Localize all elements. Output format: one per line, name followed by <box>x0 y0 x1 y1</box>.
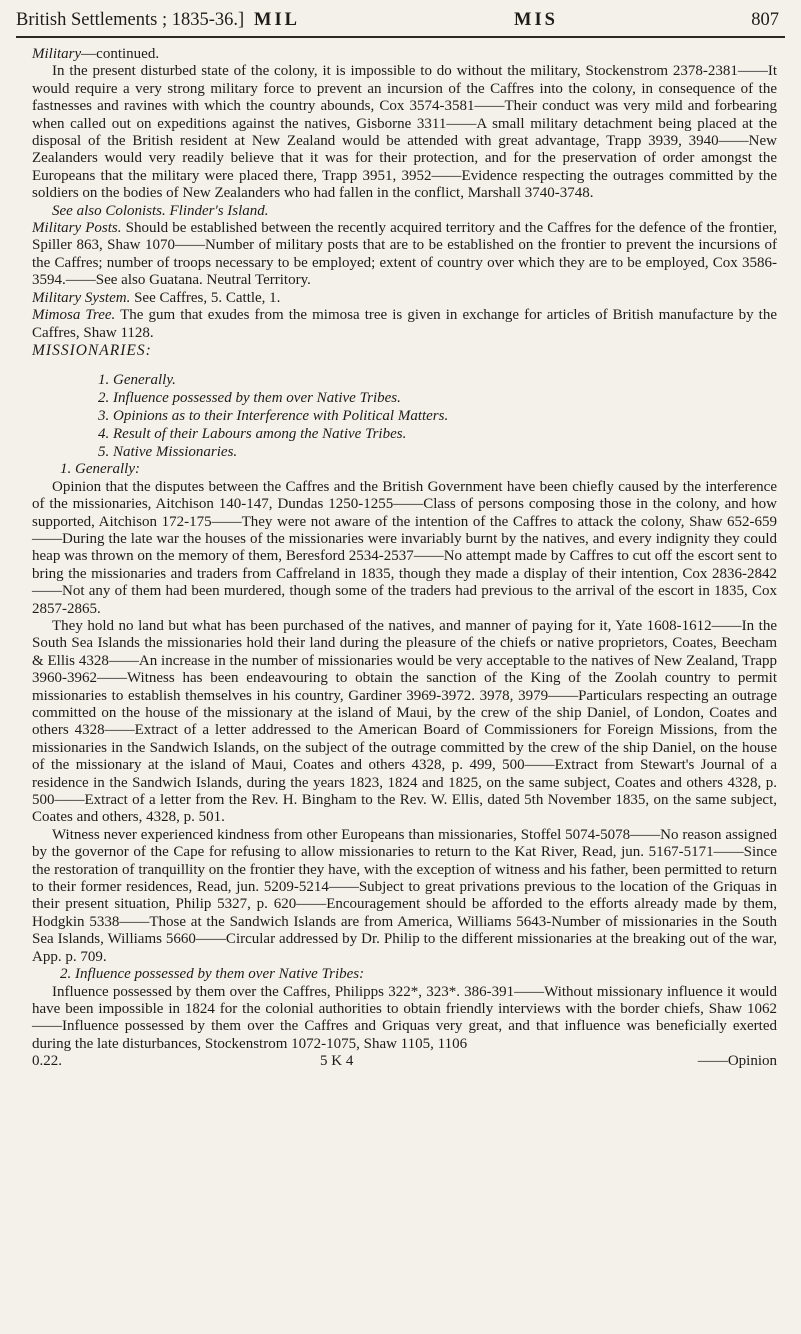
entry-text: In the present disturbed state of the colony, it is impossible to do without the military, Stockenstrom 2378-2381——It would require a very strong military force to prevent an incursion of the Caffres into the colony, in consequence of the fastnesses and ravines with which the country abounds, Cox 3574-3581——Their conduct was very mild and forbearing when called out on expeditions against the natives, Gisborne 3311——A small military detachment being placed at the disposal of the British resident at New Zealand would be attended with great advantage, Trapp 3939, 3940——New Zealanders would very readily believe that it was for their protection, and for the preservation of order amongst the Europeans that the military were placed there, Trapp 3951, 3952——Evidence respecting the outrages committed by the soldiers on the bodies of New Zealanders who had fallen in the conflict, Marshall 3740-3748. <box>32 63 777 202</box>
entry-heading: Mimosa Tree. <box>32 307 116 324</box>
entry-heading-suffix: —continued. <box>81 46 160 62</box>
index-body <box>32 46 777 1071</box>
paragraph: Witness never experienced kindness from other Europeans than missionaries, Stoffel 5074-5078——No reason assigned by the governor of the Cape for refusing to allow missionaries to return to the Kat River, Read, jun. 5167-5171——Since the restoration of tranquillity on the frontier they have, with the exception of witness and his father, been permitted to return to their former residences, Read, jun. 5209-5214——Subject to great privations previous to the location of the Griquas in their present situation, Philip 5327, p. 620——Encouragement should be afforded to the efforts already made by them, Hodgkin 5338——Those at the Sandwich Islands are from America, Williams 5643-Number of missionaries in the South Sea Islands, Williams 5660——Circular addressed by Dr. Philip to the different missionaries at the breaking out of the war, App. p. 709. <box>32 826 777 965</box>
paragraph: Influence possessed by them over the Caffres, Philipps 322*, 323*. 386-391——Without missionary influence it would have been impossible in 1824 for the colonial authorities to obtain friendly interviews with the border chiefs, Shaw 1062——Influence possessed by them over the Caffres and Griquas very great, and that influence was beneficially exerted during the late disturbances, Stockenstrom 1072-1075, Shaw 1105, 1106 <box>32 983 777 1052</box>
entry-mimosa-tree <box>32 307 777 342</box>
paragraph: They hold no land but what has been purchased of the natives, and manner of paying for it, Yate 1608-1612——In the South Sea Islands the missionaries hold their land during the pleasure of the chiefs or native proprietors, Coates, Beecham & Ellis 4328——An increase in the number of missionaries would be very acceptable to the natives of New Zealand, Trapp 3960-3962——Witness has been endeavouring to obtain the sanction of the King of the Zoolah country to permit missionaries to establish themselves in his country, Gardiner 3969-3972. 3978, 3979——Particulars respecting an outrage committed on the house of the missionary at the island of Maui, by the crew of the ship Daniel, of London, Coates and others 4328——Extract of a letter addressed to the American Board of Commissioners for Foreign Missions, from the missionaries in the Sandwich Islands, on the subject of the outrage committed by the crew of the ship Daniel, on the house of the missionary at the island of Maui, Coates and others 4328, p. 499, 500——Extract from Stewart's Journal of a residence in the Sandwich Islands, during the years 1823, 1824 and 1825, on the same subject, Coates and others 4328, p. 500——Extract of a letter from the Rev. H. Bingham to the Rev. W. Ellis, dated 5th November 1835, on the same subject, Coates and others, 4328, p. 501. <box>32 617 777 826</box>
subsection-heading: 2. Influence possessed by them over Native Tribes: <box>60 966 365 983</box>
running-head <box>16 4 785 38</box>
running-head-title: British Settlements ; 1835-36.] <box>16 10 245 30</box>
topic-item: 3. Opinions as to their Interference with Political Matters. <box>98 408 449 425</box>
topic-list <box>32 371 777 461</box>
entry-heading: Military <box>32 46 82 62</box>
entry-heading: Military Posts. <box>32 220 122 237</box>
entry-text: The gum that exudes from the mimosa tree is given in exchange for articles of British manufacture by the Caffres, Shaw 1128. <box>32 307 777 341</box>
entry-military-system <box>32 290 777 307</box>
entry-text: Should be established between the recently acquired territory and the Caffres for the defence of the frontier, Spiller 863, Shaw 1070——Number of military posts that are to be established on the frontier to prevent the incursions of the Caffres; number of troops necessary to be employed; extent of country over which they are to be employed, Cox 3586-3594.——See also Guatana. Neutral Territory. <box>32 220 777 289</box>
page-footer <box>32 1053 777 1071</box>
page-number: 807 <box>751 10 779 30</box>
subsection-heading: 1. Generally: <box>60 461 140 478</box>
running-head-first-word: MIL <box>254 10 300 30</box>
section-title-missionaries: MISSIONARIES: <box>32 341 152 359</box>
running-head-last-word: MIS <box>514 10 558 30</box>
entry-military-continued <box>32 46 777 63</box>
topic-item: 2. Influence possessed by them over Native Tribes. <box>98 390 401 407</box>
signature-mark: 5 K 4 <box>320 1053 354 1070</box>
see-also: See also Colonists. Flinder's Island. <box>52 202 269 219</box>
topic-item: 5. Native Missionaries. <box>98 444 238 461</box>
topic-item: 4. Result of their Labours among the Native Tribes. <box>98 426 407 443</box>
topic-item: 1. Generally. <box>98 372 176 389</box>
entry-text: See Caffres, 5. Cattle, 1. <box>134 289 281 306</box>
paragraph: Opinion that the disputes between the Caffres and the British Government have been chiefly caused by the interference of the missionaries, Aitchison 140-147, Dundas 1250-1255——Class of persons composing those in the colony, and how supported, Aitchison 172-175——They were not aware of the intention of the Caffres to attack the colony, Shaw 652-659——During the late war the houses of the missionaries were invariably burnt by the natives, and every indignity they could heap was thrown on the memory of them, Beresford 2534-2537——No attempt made by Caffres to cut off the escort sent to bring the missionaries and traders from Caffreland in 1835, though they made a display of their intention, Cox 2836-2842——Not any of them had been murdered, though some of the traders had previous to the arrival of the escort in 1835, Cox 2857-2865. <box>32 478 777 617</box>
catchword: ——Opinion <box>697 1053 777 1070</box>
entry-heading: Military System. <box>32 289 131 306</box>
entry-military-posts <box>32 220 777 290</box>
signature-mark: 0.22. <box>32 1053 62 1070</box>
